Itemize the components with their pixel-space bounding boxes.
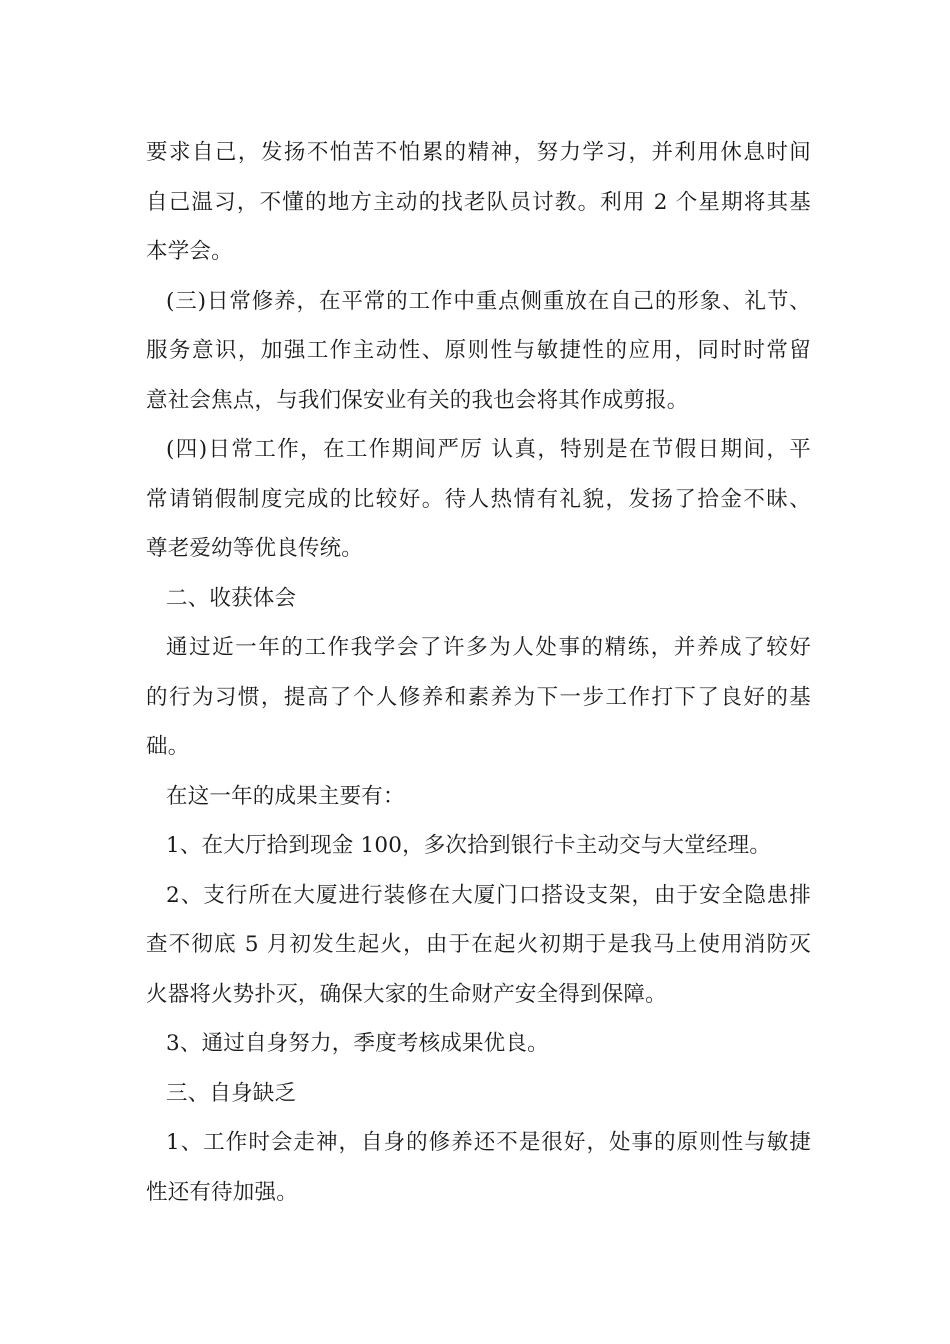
- document-body: [146, 128, 811, 1217]
- paragraph: [146, 1019, 811, 1069]
- text-line: 2、支行所在大厦进行装修在大厦门口搭设支架，由于安全隐患排: [166, 882, 811, 908]
- text-line: 本学会。: [146, 239, 233, 264]
- text-line: 火器将火势扑灭，确保大家的生命财产安全得到保障。: [146, 981, 667, 1007]
- text-line: 的行为习惯，提高了个人修养和素养为下一步工作打下了良好的基: [146, 684, 811, 710]
- text-line: 础。: [146, 734, 190, 759]
- text-line: 意社会焦点，与我们保安业有关的我也会将其作成剪报。: [146, 387, 689, 413]
- text-line: 3、通过自身努力，季度考核成果优良。: [166, 1031, 549, 1056]
- paragraph: [146, 821, 811, 871]
- paragraph: [146, 772, 811, 822]
- text-line: 服务意识，加强工作主动性、原则性与敏捷性的应用，同时时常留: [146, 338, 811, 363]
- paragraph: [146, 128, 811, 277]
- text-line: 1、工作时会走神，自身的修养还不是很好，处事的原则性与敏捷: [166, 1130, 811, 1155]
- paragraph: [146, 574, 811, 624]
- paragraph: [146, 1069, 811, 1119]
- paragraph: [146, 425, 811, 574]
- text-line: 要求自己，发扬不怕苦不怕累的精神，努力学习，并利用休息时间: [146, 140, 811, 165]
- text-line: 在这一年的成果主要有：: [166, 783, 405, 809]
- text-line: 查不彻底 5 月初发生起火，由于在起火初期于是我马上使用消防灭: [146, 932, 811, 957]
- paragraph: [146, 623, 811, 772]
- text-line: 常请销假制度完成的比较好。待人热情有礼貌，发扬了拾金不昧、: [146, 486, 811, 512]
- text-line: (三)日常修养，在平常的工作中重点侧重放在自己的形象、礼节、: [166, 288, 811, 314]
- text-line: 尊老爱幼等优良传统。: [146, 536, 364, 561]
- text-line: 三、自身缺乏: [166, 1080, 297, 1106]
- paragraph: [146, 1118, 811, 1217]
- text-line: 自己温习，不懂的地方主动的找老队员讨教。利用 2 个星期将其基: [146, 189, 811, 215]
- text-line: 通过近一年的工作我学会了许多为人处事的精练，并养成了较好: [166, 635, 811, 660]
- paragraph: [146, 277, 811, 426]
- paragraph: [146, 871, 811, 1020]
- text-line: 二、收获体会: [166, 585, 297, 611]
- text-line: 1、在大厅拾到现金 100，多次拾到银行卡主动交与大堂经理。: [166, 833, 772, 858]
- text-line: 性还有待加强。: [146, 1179, 298, 1205]
- text-line: (四)日常工作，在工作期间严厉 认真，特别是在节假日期间，平: [166, 437, 811, 462]
